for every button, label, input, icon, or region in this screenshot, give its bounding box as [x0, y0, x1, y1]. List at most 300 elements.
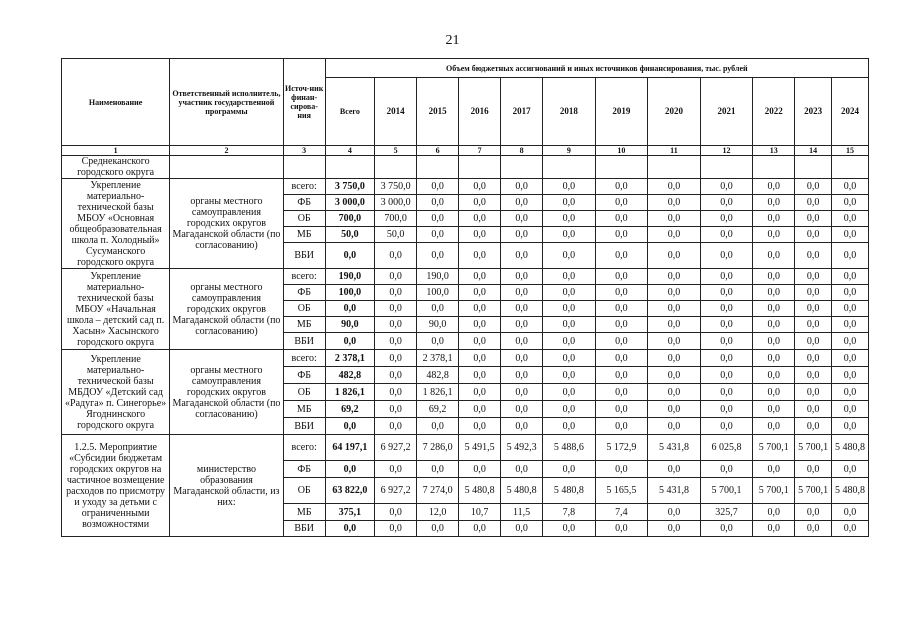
year-value: 0,0 [595, 211, 648, 227]
year-value: 0,0 [595, 285, 648, 301]
year-value: 0,0 [648, 367, 701, 384]
year-value: 3 000,0 [375, 195, 417, 211]
year-value: 0,0 [595, 227, 648, 243]
column-number: 12 [700, 146, 753, 156]
year-value: 0,0 [595, 521, 648, 537]
year-value: 0,0 [459, 418, 501, 435]
year-value: 5 431,8 [648, 435, 701, 461]
year-value: 0,0 [700, 350, 753, 367]
year-value: 0,0 [501, 301, 543, 317]
year-value: 0,0 [459, 269, 501, 285]
year-value: 0,0 [501, 418, 543, 435]
year-value: 0,0 [700, 285, 753, 301]
year-value: 0,0 [375, 367, 417, 384]
year-value: 0,0 [795, 227, 832, 243]
row-responsible: министерство образования Магаданской области, из них: [170, 435, 283, 537]
year-value: 0,0 [648, 301, 701, 317]
year-value: 0,0 [543, 243, 596, 269]
column-number: 2 [170, 146, 283, 156]
year-value: 0,0 [417, 227, 459, 243]
header-year: 2023 [795, 78, 832, 146]
year-value: 0,0 [595, 317, 648, 333]
funding-source: ОБ [283, 301, 325, 317]
year-value: 0,0 [795, 461, 832, 478]
year-value: 0,0 [543, 227, 596, 243]
table-row [62, 435, 869, 461]
total-value: 0,0 [325, 301, 374, 317]
year-value: 0,0 [459, 195, 501, 211]
total-value: 64 197,1 [325, 435, 374, 461]
funding-source: всего: [283, 179, 325, 195]
year-value: 5 172,9 [595, 435, 648, 461]
year-value: 0,0 [648, 269, 701, 285]
year-value: 0,0 [501, 317, 543, 333]
column-number: 1 [62, 146, 170, 156]
year-value: 5 480,8 [832, 435, 869, 461]
year-value: 7 286,0 [417, 435, 459, 461]
header-responsible: Ответственный исполнитель, участник государственной программы [170, 59, 283, 146]
year-value: 0,0 [795, 384, 832, 401]
column-number: 3 [283, 146, 325, 156]
funding-source: МБ [283, 401, 325, 418]
year-value: 0,0 [595, 461, 648, 478]
year-value: 0,0 [795, 243, 832, 269]
year-value: 0,0 [459, 317, 501, 333]
total-value: 50,0 [325, 227, 374, 243]
year-value: 0,0 [753, 504, 795, 521]
total-value: 0,0 [325, 461, 374, 478]
year-value: 0,0 [648, 285, 701, 301]
year-value: 0,0 [795, 195, 832, 211]
year-value: 0,0 [501, 350, 543, 367]
year-value: 0,0 [459, 285, 501, 301]
budget-table [61, 58, 869, 537]
year-value: 482,8 [417, 367, 459, 384]
year-value: 0,0 [832, 195, 869, 211]
year-value: 0,0 [459, 301, 501, 317]
total-value: 2 378,1 [325, 350, 374, 367]
funding-source: ВБИ [283, 418, 325, 435]
year-value: 0,0 [648, 179, 701, 195]
year-value: 0,0 [832, 285, 869, 301]
year-value: 0,0 [648, 317, 701, 333]
year-value: 0,0 [648, 211, 701, 227]
year-value: 0,0 [795, 418, 832, 435]
year-value: 0,0 [543, 269, 596, 285]
header-year: 2015 [417, 78, 459, 146]
year-value: 0,0 [543, 384, 596, 401]
year-value: 0,0 [375, 301, 417, 317]
year-value: 0,0 [501, 521, 543, 537]
total-value: 0,0 [325, 243, 374, 269]
year-value: 0,0 [753, 285, 795, 301]
funding-source: ОБ [283, 478, 325, 504]
year-value: 0,0 [459, 350, 501, 367]
row-responsible: органы местного самоуправления городских округов Магаданской области (по согласованию) [170, 350, 283, 435]
year-value: 0,0 [543, 285, 596, 301]
year-value: 5 492,3 [501, 435, 543, 461]
year-value: 0,0 [459, 401, 501, 418]
year-value: 0,0 [375, 418, 417, 435]
funding-source: всего: [283, 269, 325, 285]
year-value: 5 700,1 [795, 478, 832, 504]
year-value: 0,0 [501, 269, 543, 285]
year-value: 0,0 [375, 317, 417, 333]
year-value: 0,0 [417, 418, 459, 435]
year-value: 0,0 [648, 333, 701, 350]
year-value: 0,0 [417, 243, 459, 269]
year-value: 0,0 [417, 461, 459, 478]
year-value: 0,0 [459, 384, 501, 401]
year-value: 5 431,8 [648, 478, 701, 504]
year-value: 0,0 [753, 384, 795, 401]
year-value: 0,0 [795, 211, 832, 227]
header-year: 2017 [501, 78, 543, 146]
funding-source: МБ [283, 317, 325, 333]
year-value: 0,0 [832, 367, 869, 384]
year-value: 0,0 [753, 179, 795, 195]
year-value: 0,0 [595, 179, 648, 195]
funding-source: ВБИ [283, 333, 325, 350]
year-value: 0,0 [375, 521, 417, 537]
column-number: 9 [543, 146, 596, 156]
total-value: 482,8 [325, 367, 374, 384]
year-value: 5 488,6 [543, 435, 596, 461]
year-value: 0,0 [543, 521, 596, 537]
year-value: 6 927,2 [375, 435, 417, 461]
year-value: 0,0 [595, 195, 648, 211]
year-value: 0,0 [795, 317, 832, 333]
year-value: 0,0 [795, 285, 832, 301]
funding-source: ФБ [283, 195, 325, 211]
year-value: 0,0 [543, 195, 596, 211]
year-value: 0,0 [417, 333, 459, 350]
year-value: 0,0 [832, 301, 869, 317]
year-value: 0,0 [595, 401, 648, 418]
year-value: 0,0 [501, 211, 543, 227]
year-value: 0,0 [700, 195, 753, 211]
year-value: 0,0 [795, 367, 832, 384]
header-year: 2018 [543, 78, 596, 146]
year-value: 0,0 [832, 418, 869, 435]
year-value: 6 927,2 [375, 478, 417, 504]
year-value: 0,0 [595, 243, 648, 269]
table-row [62, 156, 869, 179]
year-value: 0,0 [700, 179, 753, 195]
year-value: 0,0 [648, 227, 701, 243]
total-value: 190,0 [325, 269, 374, 285]
year-value: 0,0 [459, 367, 501, 384]
header-name: Наименование [62, 59, 170, 146]
year-value: 0,0 [795, 333, 832, 350]
year-value: 0,0 [543, 317, 596, 333]
year-value: 0,0 [700, 418, 753, 435]
year-value: 0,0 [753, 227, 795, 243]
year-value: 12,0 [417, 504, 459, 521]
year-value: 0,0 [501, 333, 543, 350]
header-year: 2022 [753, 78, 795, 146]
year-value: 0,0 [753, 301, 795, 317]
funding-source: ФБ [283, 285, 325, 301]
header-year: 2014 [375, 78, 417, 146]
year-value: 325,7 [700, 504, 753, 521]
year-value: 0,0 [753, 333, 795, 350]
funding-source: ФБ [283, 367, 325, 384]
year-value: 0,0 [795, 301, 832, 317]
year-value: 0,0 [832, 243, 869, 269]
table-row [62, 179, 869, 195]
year-value: 0,0 [753, 195, 795, 211]
year-value: 0,0 [501, 285, 543, 301]
year-value: 0,0 [543, 301, 596, 317]
year-value: 0,0 [700, 243, 753, 269]
year-value: 0,0 [375, 350, 417, 367]
year-value: 5 700,1 [795, 435, 832, 461]
year-value: 0,0 [459, 179, 501, 195]
year-value: 0,0 [595, 350, 648, 367]
year-value: 0,0 [795, 521, 832, 537]
year-value: 2 378,1 [417, 350, 459, 367]
year-value: 0,0 [700, 227, 753, 243]
header-source: Источ-ник финан-сирова-ния [283, 59, 325, 146]
year-value: 0,0 [501, 401, 543, 418]
year-value: 5 480,8 [832, 478, 869, 504]
funding-source: МБ [283, 504, 325, 521]
year-value: 0,0 [700, 301, 753, 317]
year-value: 0,0 [417, 179, 459, 195]
year-value: 0,0 [832, 350, 869, 367]
year-value: 0,0 [543, 418, 596, 435]
total-value: 69,2 [325, 401, 374, 418]
year-value: 0,0 [753, 418, 795, 435]
year-value: 0,0 [753, 243, 795, 269]
table-row [62, 269, 869, 285]
year-value: 0,0 [648, 521, 701, 537]
column-number: 13 [753, 146, 795, 156]
year-value: 0,0 [595, 367, 648, 384]
funding-source: ОБ [283, 211, 325, 227]
row-name: Среднеканского городского округа [62, 156, 170, 179]
year-value: 190,0 [417, 269, 459, 285]
year-value: 3 750,0 [375, 179, 417, 195]
funding-source: ФБ [283, 461, 325, 478]
year-value: 10,7 [459, 504, 501, 521]
year-value: 0,0 [700, 317, 753, 333]
row-name: Укрепление материально-технической базы МБОУ «Начальная школа – детский сад п. Хасын» Хасынского городского округа [62, 269, 170, 350]
year-value: 0,0 [595, 333, 648, 350]
header-year: 2020 [648, 78, 701, 146]
funding-source: МБ [283, 227, 325, 243]
year-value: 0,0 [648, 401, 701, 418]
table-header [62, 59, 869, 156]
total-value: 100,0 [325, 285, 374, 301]
year-value: 0,0 [595, 269, 648, 285]
year-value: 5 700,1 [753, 435, 795, 461]
year-value: 0,0 [543, 211, 596, 227]
column-number: 8 [501, 146, 543, 156]
year-value: 0,0 [501, 461, 543, 478]
total-value: 0,0 [325, 418, 374, 435]
funding-source: ВБИ [283, 243, 325, 269]
funding-source: ОБ [283, 384, 325, 401]
year-value: 0,0 [832, 333, 869, 350]
year-value: 90,0 [417, 317, 459, 333]
year-value: 0,0 [417, 211, 459, 227]
year-value: 0,0 [753, 317, 795, 333]
year-value: 0,0 [753, 211, 795, 227]
year-value: 11,5 [501, 504, 543, 521]
year-value: 0,0 [700, 401, 753, 418]
column-number: 7 [459, 146, 501, 156]
year-value: 0,0 [648, 195, 701, 211]
year-value: 0,0 [501, 195, 543, 211]
year-value: 0,0 [832, 521, 869, 537]
year-value: 0,0 [459, 461, 501, 478]
year-value: 0,0 [595, 384, 648, 401]
year-value: 0,0 [595, 301, 648, 317]
year-value: 7,8 [543, 504, 596, 521]
column-number: 10 [595, 146, 648, 156]
year-value: 0,0 [753, 350, 795, 367]
year-value: 0,0 [753, 521, 795, 537]
year-value: 0,0 [832, 269, 869, 285]
year-value: 100,0 [417, 285, 459, 301]
row-name: 1.2.5. Мероприятие «Субсидии бюджетам городских округов на частичное возмещение расходов по присмотру и уходу за детьми с ограниченными возможностями [62, 435, 170, 537]
year-value: 0,0 [753, 461, 795, 478]
year-value: 0,0 [375, 401, 417, 418]
year-value: 0,0 [543, 350, 596, 367]
year-value: 0,0 [753, 401, 795, 418]
column-number: 14 [795, 146, 832, 156]
year-value: 5 480,8 [543, 478, 596, 504]
row-name: Укрепление материально-технической базы МБДОУ «Детский сад «Радуга» п. Синегорье» Ягоднинского городского округа [62, 350, 170, 435]
header-year: 2024 [832, 78, 869, 146]
year-value: 5 491,5 [459, 435, 501, 461]
year-value: 0,0 [795, 401, 832, 418]
year-value: 0,0 [832, 401, 869, 418]
year-value: 0,0 [795, 350, 832, 367]
total-value: 63 822,0 [325, 478, 374, 504]
column-number: 6 [417, 146, 459, 156]
year-value: 0,0 [700, 521, 753, 537]
row-name: Укрепление материально-технической базы МБОУ «Основная общеобразовательная школа п. Холодный» Сусуманского городского округа [62, 179, 170, 269]
year-value: 0,0 [832, 384, 869, 401]
year-value: 0,0 [648, 418, 701, 435]
year-value: 0,0 [501, 227, 543, 243]
year-value: 0,0 [700, 367, 753, 384]
year-value: 7 274,0 [417, 478, 459, 504]
year-value: 0,0 [543, 367, 596, 384]
year-value: 0,0 [375, 333, 417, 350]
total-value: 0,0 [325, 521, 374, 537]
year-value: 0,0 [832, 179, 869, 195]
total-value: 0,0 [325, 333, 374, 350]
year-value: 0,0 [648, 350, 701, 367]
year-value: 0,0 [700, 384, 753, 401]
year-value: 0,0 [795, 179, 832, 195]
year-value: 0,0 [459, 521, 501, 537]
row-responsible: органы местного самоуправления городских округов Магаданской области (по согласованию) [170, 269, 283, 350]
year-value: 0,0 [595, 418, 648, 435]
header-budget-group: Объем бюджетных ассигнований и иных источников финансирования, тыс. рублей [325, 59, 868, 78]
year-value: 6 025,8 [700, 435, 753, 461]
year-value: 0,0 [753, 367, 795, 384]
year-value: 7,4 [595, 504, 648, 521]
year-value: 0,0 [375, 269, 417, 285]
year-value: 0,0 [700, 211, 753, 227]
column-number: 4 [325, 146, 374, 156]
year-value: 0,0 [459, 333, 501, 350]
year-value: 5 480,8 [501, 478, 543, 504]
year-value: 0,0 [700, 269, 753, 285]
year-value: 0,0 [648, 461, 701, 478]
total-value: 375,1 [325, 504, 374, 521]
year-value: 5 700,1 [700, 478, 753, 504]
total-value: 3 000,0 [325, 195, 374, 211]
total-value: 700,0 [325, 211, 374, 227]
year-value: 50,0 [375, 227, 417, 243]
header-year: 2021 [700, 78, 753, 146]
total-value: 1 826,1 [325, 384, 374, 401]
year-value: 0,0 [459, 227, 501, 243]
year-value: 0,0 [459, 243, 501, 269]
total-value: 90,0 [325, 317, 374, 333]
funding-source: ВБИ [283, 521, 325, 537]
year-value: 0,0 [375, 243, 417, 269]
year-value: 0,0 [832, 317, 869, 333]
year-value: 69,2 [417, 401, 459, 418]
funding-source: всего: [283, 435, 325, 461]
column-number: 5 [375, 146, 417, 156]
year-value: 0,0 [501, 179, 543, 195]
year-value: 5 480,8 [459, 478, 501, 504]
year-value: 0,0 [375, 461, 417, 478]
year-value: 0,0 [543, 401, 596, 418]
page-number: 21 [445, 33, 460, 48]
year-value: 0,0 [459, 211, 501, 227]
year-value: 0,0 [417, 521, 459, 537]
year-value: 0,0 [501, 384, 543, 401]
year-value: 0,0 [375, 504, 417, 521]
column-number: 11 [648, 146, 701, 156]
year-value: 0,0 [375, 285, 417, 301]
year-value: 0,0 [543, 461, 596, 478]
year-value: 5 700,1 [753, 478, 795, 504]
year-value: 0,0 [501, 367, 543, 384]
year-value: 0,0 [832, 227, 869, 243]
header-total: Всего [325, 78, 374, 146]
year-value: 0,0 [832, 504, 869, 521]
year-value: 0,0 [700, 333, 753, 350]
year-value: 0,0 [795, 504, 832, 521]
year-value: 0,0 [543, 179, 596, 195]
row-responsible: органы местного самоуправления городских округов Магаданской области (по согласованию) [170, 179, 283, 269]
year-value: 0,0 [648, 243, 701, 269]
year-value: 0,0 [832, 211, 869, 227]
year-value: 0,0 [832, 461, 869, 478]
year-value: 0,0 [753, 269, 795, 285]
column-number: 15 [832, 146, 869, 156]
year-value: 0,0 [501, 243, 543, 269]
year-value: 0,0 [543, 333, 596, 350]
year-value: 700,0 [375, 211, 417, 227]
table-row [62, 350, 869, 367]
total-value: 3 750,0 [325, 179, 374, 195]
year-value: 1 826,1 [417, 384, 459, 401]
header-year: 2019 [595, 78, 648, 146]
year-value: 0,0 [375, 384, 417, 401]
year-value: 0,0 [417, 301, 459, 317]
